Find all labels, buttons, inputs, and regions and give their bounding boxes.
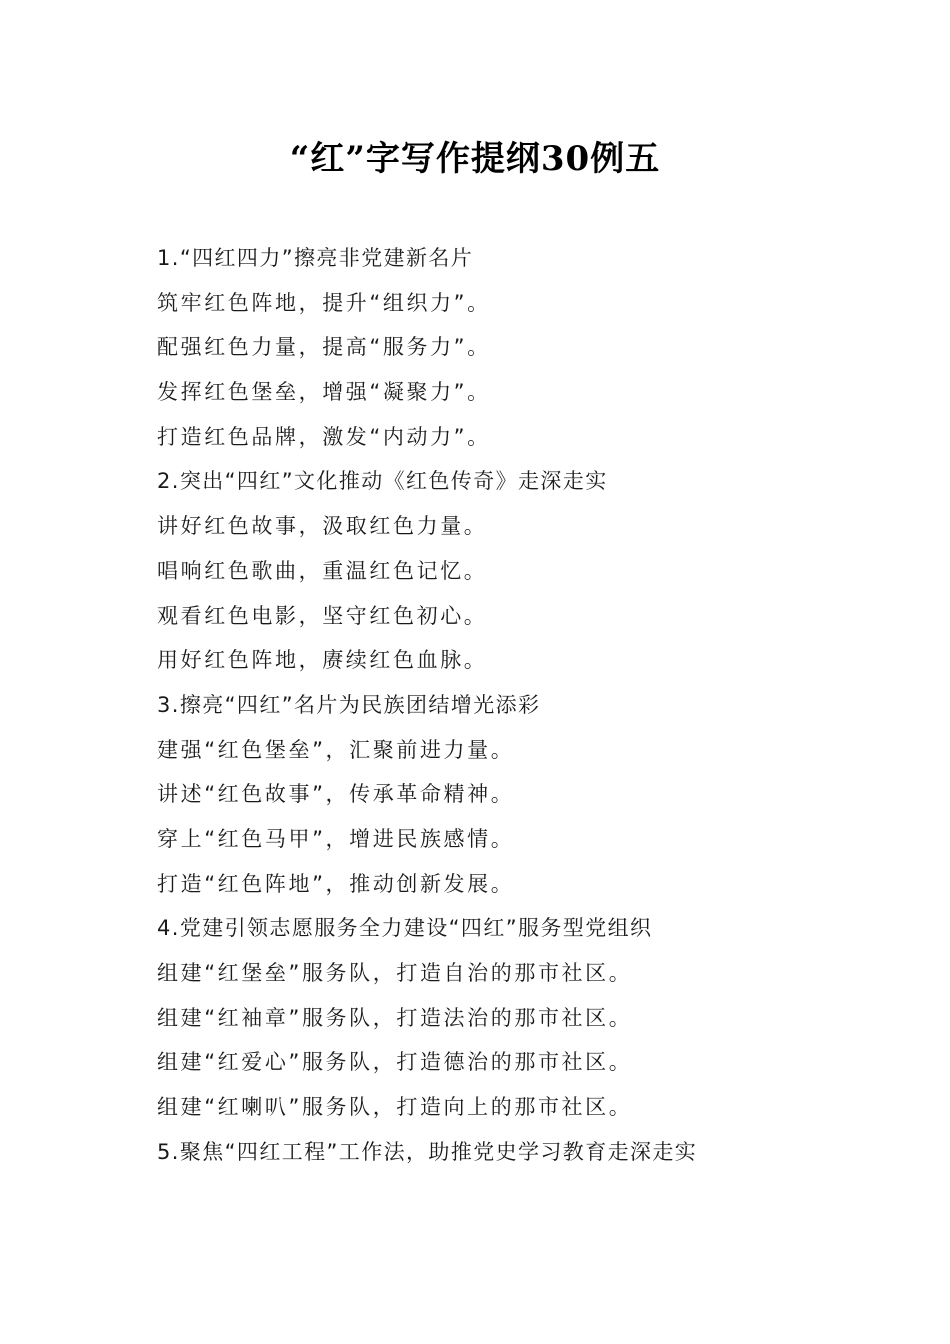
section-item: 用好红色阵地，赓续红色血脉。 — [157, 648, 488, 673]
section-item: 筑牢红色阵地，提升“组织力”。 — [157, 290, 491, 315]
section-item: 穿上“红色马甲”，增进民族感情。 — [157, 826, 515, 851]
section-item: 讲述“红色故事”，传承革命精神。 — [157, 782, 515, 807]
section-2 — [157, 459, 857, 682]
section-item: 观看红色电影，坚守红色初心。 — [157, 603, 488, 628]
section-heading: 5.聚焦“四红工程”工作法，助推党史学习教育走深走实 — [157, 1139, 698, 1164]
section-item: 唱响红色歌曲，重温红色记忆。 — [157, 558, 488, 583]
section-item: 打造“红色阵地”，推动创新发展。 — [157, 871, 515, 896]
document-title: “红”字写作提纲30例五 — [289, 139, 661, 179]
document-body — [157, 236, 857, 1174]
section-1 — [157, 236, 857, 459]
section-item: 组建“红爱心”服务队，打造德治的那市社区。 — [157, 1050, 633, 1075]
section-item: 讲好红色故事，汲取红色力量。 — [157, 514, 488, 539]
section-heading: 2.突出“四红”文化推动《红色传奇》走深走实 — [157, 469, 608, 494]
section-4 — [157, 906, 857, 1129]
section-item: 打造红色品牌，激发“内动力”。 — [157, 424, 491, 449]
section-item: 建强“红色堡垒”，汇聚前进力量。 — [157, 737, 515, 762]
section-3 — [157, 683, 857, 906]
section-heading: 4.党建引领志愿服务全力建设“四红”服务型党组织 — [157, 916, 653, 941]
section-item: 组建“红喇叭”服务队，打造向上的那市社区。 — [157, 1095, 633, 1120]
section-item: 发挥红色堡垒，增强“凝聚力”。 — [157, 380, 491, 405]
section-heading: 3.擦亮“四红”名片为民族团结增光添彩 — [157, 692, 541, 717]
section-item: 配强红色力量，提高“服务力”。 — [157, 335, 491, 360]
section-heading: 1.“四红四力”擦亮非党建新名片 — [157, 246, 474, 270]
section-item: 组建“红堡垒”服务队，打造自治的那市社区。 — [157, 961, 633, 985]
section-item: 组建“红袖章”服务队，打造法治的那市社区。 — [157, 1005, 633, 1030]
section-5 — [157, 1130, 857, 1175]
